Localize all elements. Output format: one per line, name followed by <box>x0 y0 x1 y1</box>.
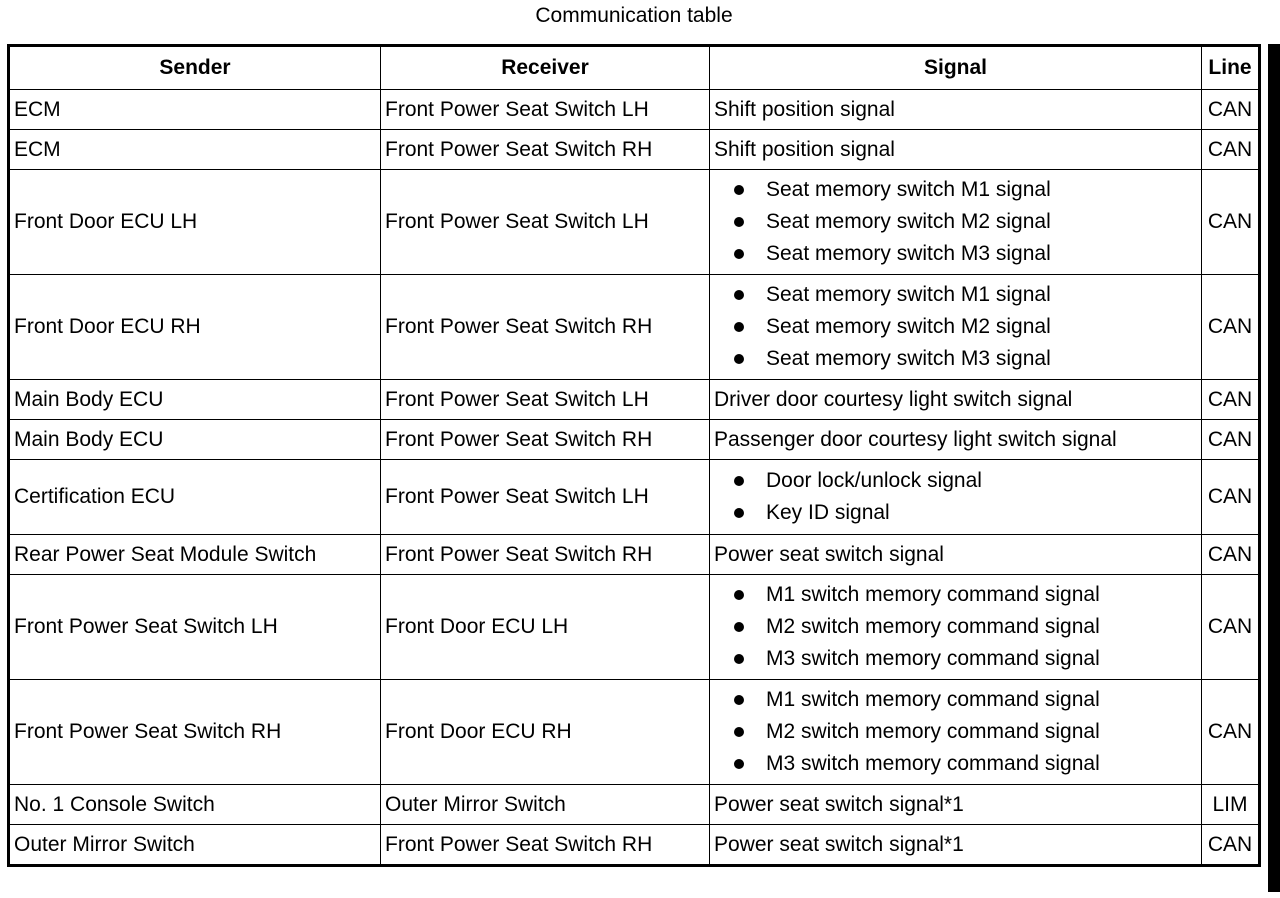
signal-list <box>714 174 1197 270</box>
signal-text: Seat memory switch M1 signal <box>766 283 1051 306</box>
bullet-icon <box>734 508 744 518</box>
signal-list <box>714 465 1197 529</box>
receiver-cell: Front Power Seat Switch RH <box>381 825 710 866</box>
table-row <box>9 785 1260 825</box>
bullet-icon <box>734 185 744 195</box>
signal-text: Seat memory switch M1 signal <box>766 178 1051 201</box>
signal-cell <box>710 90 1202 130</box>
bullet-icon <box>734 695 744 705</box>
signal-text: M3 switch memory command signal <box>766 647 1100 670</box>
signal-cell <box>710 130 1202 170</box>
receiver-cell: Front Power Seat Switch LH <box>381 90 710 130</box>
signal-list-item <box>732 279 1197 311</box>
line-cell: CAN <box>1202 460 1260 535</box>
signal-text: Seat memory switch M2 signal <box>766 210 1051 233</box>
signal-list-item <box>732 206 1197 238</box>
header-sender: Sender <box>9 46 381 90</box>
signal-text: M2 switch memory command signal <box>766 615 1100 638</box>
right-edge-bar <box>1268 44 1280 892</box>
signal-text: Power seat switch signal*1 <box>714 832 964 856</box>
bullet-icon <box>734 290 744 300</box>
signal-list-item <box>732 238 1197 270</box>
bullet-icon <box>734 590 744 600</box>
signal-list-item <box>732 465 1197 497</box>
table-body <box>9 90 1260 866</box>
line-cell: CAN <box>1202 535 1260 575</box>
signal-list-item <box>732 343 1197 375</box>
header-line: Line <box>1202 46 1260 90</box>
signal-list-item <box>732 643 1197 675</box>
signal-cell <box>710 420 1202 460</box>
signal-text: M1 switch memory command signal <box>766 688 1100 711</box>
signal-cell <box>710 575 1202 680</box>
sender-cell: Front Door ECU RH <box>9 275 381 380</box>
receiver-cell: Front Power Seat Switch RH <box>381 535 710 575</box>
table-row <box>9 575 1260 680</box>
receiver-cell: Front Door ECU RH <box>381 680 710 785</box>
signal-list <box>714 279 1197 375</box>
bullet-icon <box>734 322 744 332</box>
sender-cell: Rear Power Seat Module Switch <box>9 535 381 575</box>
signal-text: M3 switch memory command signal <box>766 752 1100 775</box>
signal-text: Power seat switch signal*1 <box>714 792 964 816</box>
line-cell: CAN <box>1202 380 1260 420</box>
bullet-icon <box>734 759 744 769</box>
bullet-icon <box>734 249 744 259</box>
header-signal: Signal <box>710 46 1202 90</box>
signal-list-item <box>732 611 1197 643</box>
header-row <box>9 46 1260 90</box>
sender-cell: Main Body ECU <box>9 380 381 420</box>
sender-cell: Front Power Seat Switch RH <box>9 680 381 785</box>
signal-text: Seat memory switch M3 signal <box>766 242 1051 265</box>
receiver-cell: Front Power Seat Switch RH <box>381 275 710 380</box>
table-row <box>9 420 1260 460</box>
table-row <box>9 170 1260 275</box>
sender-cell: Certification ECU <box>9 460 381 535</box>
signal-list <box>714 684 1197 780</box>
bullet-icon <box>734 654 744 664</box>
bullet-icon <box>734 217 744 227</box>
signal-cell <box>710 785 1202 825</box>
signal-text: Driver door courtesy light switch signal <box>714 387 1073 411</box>
sender-cell: No. 1 Console Switch <box>9 785 381 825</box>
sender-cell: Front Door ECU LH <box>9 170 381 275</box>
communication-table <box>7 44 1261 867</box>
bullet-icon <box>734 727 744 737</box>
line-cell: CAN <box>1202 825 1260 866</box>
signal-text: Seat memory switch M3 signal <box>766 347 1051 370</box>
table-row <box>9 460 1260 535</box>
signal-text: Passenger door courtesy light switch signal <box>714 427 1117 451</box>
sender-cell: Front Power Seat Switch LH <box>9 575 381 680</box>
receiver-cell: Front Power Seat Switch LH <box>381 460 710 535</box>
line-cell: CAN <box>1202 420 1260 460</box>
signal-cell <box>710 535 1202 575</box>
signal-list-item <box>732 497 1197 529</box>
table-row <box>9 90 1260 130</box>
line-cell: CAN <box>1202 575 1260 680</box>
bullet-icon <box>734 622 744 632</box>
signal-cell <box>710 460 1202 535</box>
signal-cell <box>710 380 1202 420</box>
sender-cell: ECM <box>9 130 381 170</box>
table-row <box>9 130 1260 170</box>
line-cell: CAN <box>1202 275 1260 380</box>
sender-cell: ECM <box>9 90 381 130</box>
signal-text: M1 switch memory command signal <box>766 583 1100 606</box>
table-row <box>9 680 1260 785</box>
signal-text: Seat memory switch M2 signal <box>766 315 1051 338</box>
signal-cell <box>710 680 1202 785</box>
signal-text: Door lock/unlock signal <box>766 469 982 492</box>
table-row <box>9 825 1260 866</box>
signal-list-item <box>732 579 1197 611</box>
receiver-cell: Front Power Seat Switch RH <box>381 130 710 170</box>
receiver-cell: Front Door ECU LH <box>381 575 710 680</box>
signal-text: Power seat switch signal <box>714 542 944 566</box>
signal-list-item <box>732 748 1197 780</box>
sender-cell: Main Body ECU <box>9 420 381 460</box>
receiver-cell: Front Power Seat Switch LH <box>381 380 710 420</box>
signal-list <box>714 579 1197 675</box>
line-cell: CAN <box>1202 90 1260 130</box>
receiver-cell: Outer Mirror Switch <box>381 785 710 825</box>
signal-cell <box>710 825 1202 866</box>
header-receiver: Receiver <box>381 46 710 90</box>
signal-text: M2 switch memory command signal <box>766 720 1100 743</box>
receiver-cell: Front Power Seat Switch RH <box>381 420 710 460</box>
signal-text: Key ID signal <box>766 501 890 524</box>
signal-cell <box>710 275 1202 380</box>
line-cell: CAN <box>1202 170 1260 275</box>
signal-cell <box>710 170 1202 275</box>
line-cell: CAN <box>1202 130 1260 170</box>
line-cell: CAN <box>1202 680 1260 785</box>
signal-list-item <box>732 716 1197 748</box>
page-title: Communication table <box>535 4 733 27</box>
signal-text: Shift position signal <box>714 137 895 161</box>
signal-list-item <box>732 311 1197 343</box>
line-cell: LIM <box>1202 785 1260 825</box>
bullet-icon <box>734 354 744 364</box>
sender-cell: Outer Mirror Switch <box>9 825 381 866</box>
table-row <box>9 380 1260 420</box>
table-row <box>9 535 1260 575</box>
signal-list-item <box>732 174 1197 206</box>
bullet-icon <box>734 476 744 486</box>
table-row <box>9 275 1260 380</box>
receiver-cell: Front Power Seat Switch LH <box>381 170 710 275</box>
signal-text: Shift position signal <box>714 97 895 121</box>
signal-list-item <box>732 684 1197 716</box>
